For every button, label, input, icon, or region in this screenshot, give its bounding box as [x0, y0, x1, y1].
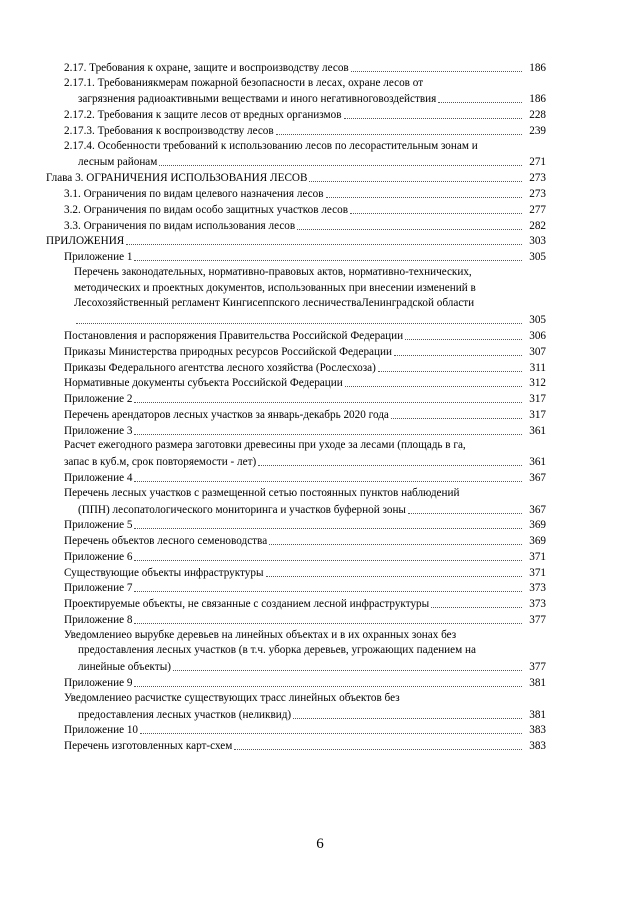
toc-entry[interactable] — [64, 344, 546, 359]
toc-entry-title: Приложение 7 — [64, 582, 133, 594]
toc-entry[interactable] — [78, 91, 546, 106]
leader-dots — [173, 670, 522, 671]
toc-entry[interactable] — [64, 391, 546, 406]
toc-page-number: 273 — [529, 172, 546, 184]
toc-page-number: 373 — [529, 582, 546, 594]
leader-dots — [140, 733, 522, 734]
toc-page-number: 271 — [529, 156, 546, 168]
leader-dots — [391, 418, 522, 419]
toc-entry[interactable] — [64, 517, 546, 532]
toc-entry[interactable] — [64, 218, 546, 233]
toc-page-number: 307 — [529, 346, 546, 358]
toc-entry-title[interactable]: Перечень лесных участков с размещенной сетью постоянных пунктов наблюдений — [64, 487, 460, 499]
leader-dots — [134, 402, 522, 403]
toc-page-number: 305 — [529, 251, 546, 263]
toc-entry[interactable] — [64, 470, 546, 485]
toc-entry-title: Приложение 3 — [64, 425, 133, 437]
leader-dots — [134, 560, 522, 561]
leader-dots — [326, 197, 522, 198]
toc-entry-title: Приложение 5 — [64, 519, 133, 531]
toc-entry-title: Существующие объекты инфраструктуры — [64, 567, 264, 579]
toc-entry-title: Приложение 2 — [64, 393, 133, 405]
toc-page-number: 273 — [529, 188, 546, 200]
leader-dots — [266, 576, 522, 577]
toc-entry-title: Приложение 9 — [64, 677, 133, 689]
toc-page-number: 377 — [529, 661, 546, 673]
toc-entry[interactable] — [64, 675, 546, 690]
toc-entry-title[interactable]: Расчет ежегодного размера заготовки древесины при уходе за лесами (площадь в га, — [64, 439, 466, 451]
leader-dots — [297, 229, 522, 230]
leader-dots — [293, 718, 522, 719]
toc-entry-title[interactable]: Перечень законодательных, нормативно-правовых актов, нормативно-технических, — [74, 266, 472, 278]
toc-page-number: 361 — [529, 456, 546, 468]
toc-page-number: 311 — [529, 362, 546, 374]
leader-dots — [134, 528, 522, 529]
toc-entry[interactable] — [64, 423, 546, 438]
toc-page-number: 369 — [529, 519, 546, 531]
toc-entry-title: Глава 3. ОГРАНИЧЕНИЯ ИСПОЛЬЗОВАНИЯ ЛЕСОВ — [46, 172, 308, 184]
leader-dots — [258, 465, 522, 466]
leader-dots — [394, 355, 522, 356]
toc-entry-title[interactable]: 2.17.1. Требованиякмерам пожарной безопасности в лесах, охране лесов от — [64, 77, 424, 89]
toc-entry[interactable] — [64, 596, 546, 611]
toc-entry[interactable] — [78, 154, 546, 169]
toc-entry-title: Перечень изготовленных карт-схем — [64, 740, 233, 752]
toc-page-number: 303 — [529, 235, 546, 247]
toc-entry-title[interactable]: Лесохозяйственный регламент Кингисеппского лесничестваЛенинградской области — [74, 297, 475, 309]
toc-entry-title: 2.17. Требования к охране, защите и воспроизводству лесов — [64, 62, 349, 74]
toc-page-number: 367 — [529, 472, 546, 484]
toc-page-number: 317 — [529, 409, 546, 421]
toc-page-number: 369 — [529, 535, 546, 547]
toc-entry[interactable] — [64, 722, 546, 737]
toc-entry[interactable] — [64, 375, 546, 390]
leader-dots — [134, 260, 522, 261]
toc-entry[interactable] — [64, 612, 546, 627]
toc-entry-title: лесным районам — [78, 156, 158, 168]
toc-page-number: 373 — [529, 598, 546, 610]
leader-dots — [344, 118, 522, 119]
toc-entry[interactable] — [64, 738, 546, 753]
toc-entry-title: загрязнения радиоактивными веществами и иного негативноговоздействия — [78, 93, 437, 105]
toc-page-number: 312 — [529, 377, 546, 389]
toc-entry[interactable] — [64, 549, 546, 564]
toc-entry[interactable] — [64, 454, 546, 469]
leader-dots — [378, 371, 522, 372]
leader-dots — [134, 591, 522, 592]
toc-page-number: 282 — [529, 220, 546, 232]
toc-entry[interactable] — [64, 407, 546, 422]
toc-page-number: 371 — [529, 551, 546, 563]
toc-entry-title: Постановления и распоряжения Правительства Российской Федерации — [64, 330, 404, 342]
toc-entry[interactable] — [64, 60, 546, 75]
leader-dots — [345, 386, 522, 387]
leader-dots — [134, 623, 522, 624]
toc-entry[interactable] — [64, 123, 546, 138]
leader-dots — [351, 71, 522, 72]
toc-entry[interactable] — [64, 202, 546, 217]
leader-dots — [269, 544, 522, 545]
toc-chapter[interactable] — [46, 170, 546, 185]
toc-entry-title: 3.3. Ограничения по видам использования лесов — [64, 220, 296, 232]
toc-entry-title: Перечень объектов лесного семеноводства — [64, 535, 268, 547]
toc-entry[interactable] — [64, 360, 546, 375]
toc-entry-title: ПРИЛОЖЕНИЯ — [46, 235, 125, 247]
toc-page-number: 228 — [529, 109, 546, 121]
toc-page-number: 381 — [529, 709, 546, 721]
toc-entry[interactable] — [64, 249, 546, 264]
toc-page-number: 361 — [529, 425, 546, 437]
toc-page-number: 371 — [529, 567, 546, 579]
toc-page-number: 305 — [529, 314, 546, 326]
toc-page-number: 277 — [529, 204, 546, 216]
leader-dots — [76, 323, 522, 324]
toc-entry[interactable] — [64, 186, 546, 201]
leader-dots — [134, 686, 522, 687]
toc-entry[interactable] — [78, 659, 546, 674]
toc-page-number: 381 — [529, 677, 546, 689]
toc-entry[interactable] — [74, 312, 546, 327]
page-number: 6 — [316, 836, 324, 852]
toc-entry-title: 3.1. Ограничения по видам целевого назначения лесов — [64, 188, 324, 200]
toc-entry-title: линейные объекты) — [78, 661, 171, 673]
toc-entry-title: предоставления лесных участков (неликвид) — [78, 709, 292, 721]
toc-entry[interactable] — [64, 565, 546, 580]
leader-dots — [431, 607, 522, 608]
leader-dots — [126, 244, 522, 245]
toc-page-number: 317 — [529, 393, 546, 405]
toc-entry[interactable] — [64, 107, 546, 122]
toc-page-number: 367 — [529, 504, 546, 516]
leader-dots — [408, 513, 522, 514]
toc-entry-title[interactable]: методических и проектных документов, использованных при внесении изменений в — [74, 282, 476, 294]
leader-dots — [405, 339, 522, 340]
toc-entry-title: 2.17.2. Требования к защите лесов от вредных организмов — [64, 109, 342, 121]
toc-entry[interactable] — [64, 328, 546, 343]
toc-entry-title: Приложение 4 — [64, 472, 133, 484]
toc-page-number: 186 — [529, 93, 546, 105]
leader-dots — [309, 181, 522, 182]
toc-entry-title: Приказы Федерального агентства лесного хозяйства (Рослесхоза) — [64, 362, 376, 374]
toc-entry-title: Приложение 6 — [64, 551, 133, 563]
toc-page-number: 306 — [529, 330, 546, 342]
toc-page-number: 239 — [529, 125, 546, 137]
toc-entry-title: 3.2. Ограничения по видам особо защитных участков лесов — [64, 204, 349, 216]
toc-entry-title: запас в куб.м, срок повторяемости - лет) — [64, 456, 257, 468]
toc-entry-title: Перечень арендаторов лесных участков за январь-декабрь 2020 года — [64, 409, 389, 421]
toc-entry-title[interactable]: Уведомлениео вырубке деревьев на линейных объектах и в их охранных зонах без — [64, 629, 457, 641]
toc-entry-title: Приказы Министерства природных ресурсов Российской Федерации — [64, 346, 392, 358]
toc-entry-title: (ППН) лесопатологического мониторинга и участков буферной зоны — [78, 504, 406, 516]
toc-entry[interactable] — [64, 533, 546, 548]
leader-dots — [350, 213, 522, 214]
leader-dots — [234, 749, 522, 750]
leader-dots — [159, 165, 522, 166]
toc-entry[interactable] — [78, 502, 546, 517]
toc-entry-title: Приложение 8 — [64, 614, 133, 626]
toc-entry[interactable] — [64, 580, 546, 595]
toc-chapter[interactable] — [46, 233, 546, 248]
leader-dots — [134, 481, 522, 482]
leader-dots — [134, 434, 522, 435]
leader-dots — [276, 134, 522, 135]
toc-page-number: 383 — [529, 724, 546, 736]
toc-entry-title: Нормативные документы субъекта Российской Федерации — [64, 377, 343, 389]
leader-dots — [438, 102, 522, 103]
toc-entry-title: Приложение 1 — [64, 251, 133, 263]
toc-entry-title[interactable]: предоставления лесных участков (в т.ч. уборка деревьев, угрожающих падением на — [78, 644, 476, 656]
toc-entry-title[interactable]: 2.17.4. Особенности требований к использованию лесов по лесорастительным зонам и — [64, 140, 478, 152]
toc-entry-title[interactable]: Уведомлениео расчистке существующих трасс линейных объектов без — [64, 692, 400, 704]
toc-page-number: 377 — [529, 614, 546, 626]
toc-entry[interactable] — [78, 707, 546, 722]
toc-entry-title: 2.17.3. Требования к воспроизводству лесов — [64, 125, 274, 137]
toc-page-number: 186 — [529, 62, 546, 74]
toc-entry-title: Проектируемые объекты, не связанные с созданием лесной инфраструктуры — [64, 598, 430, 610]
toc-page-number: 383 — [529, 740, 546, 752]
toc-entry-title: Приложение 10 — [64, 724, 139, 736]
